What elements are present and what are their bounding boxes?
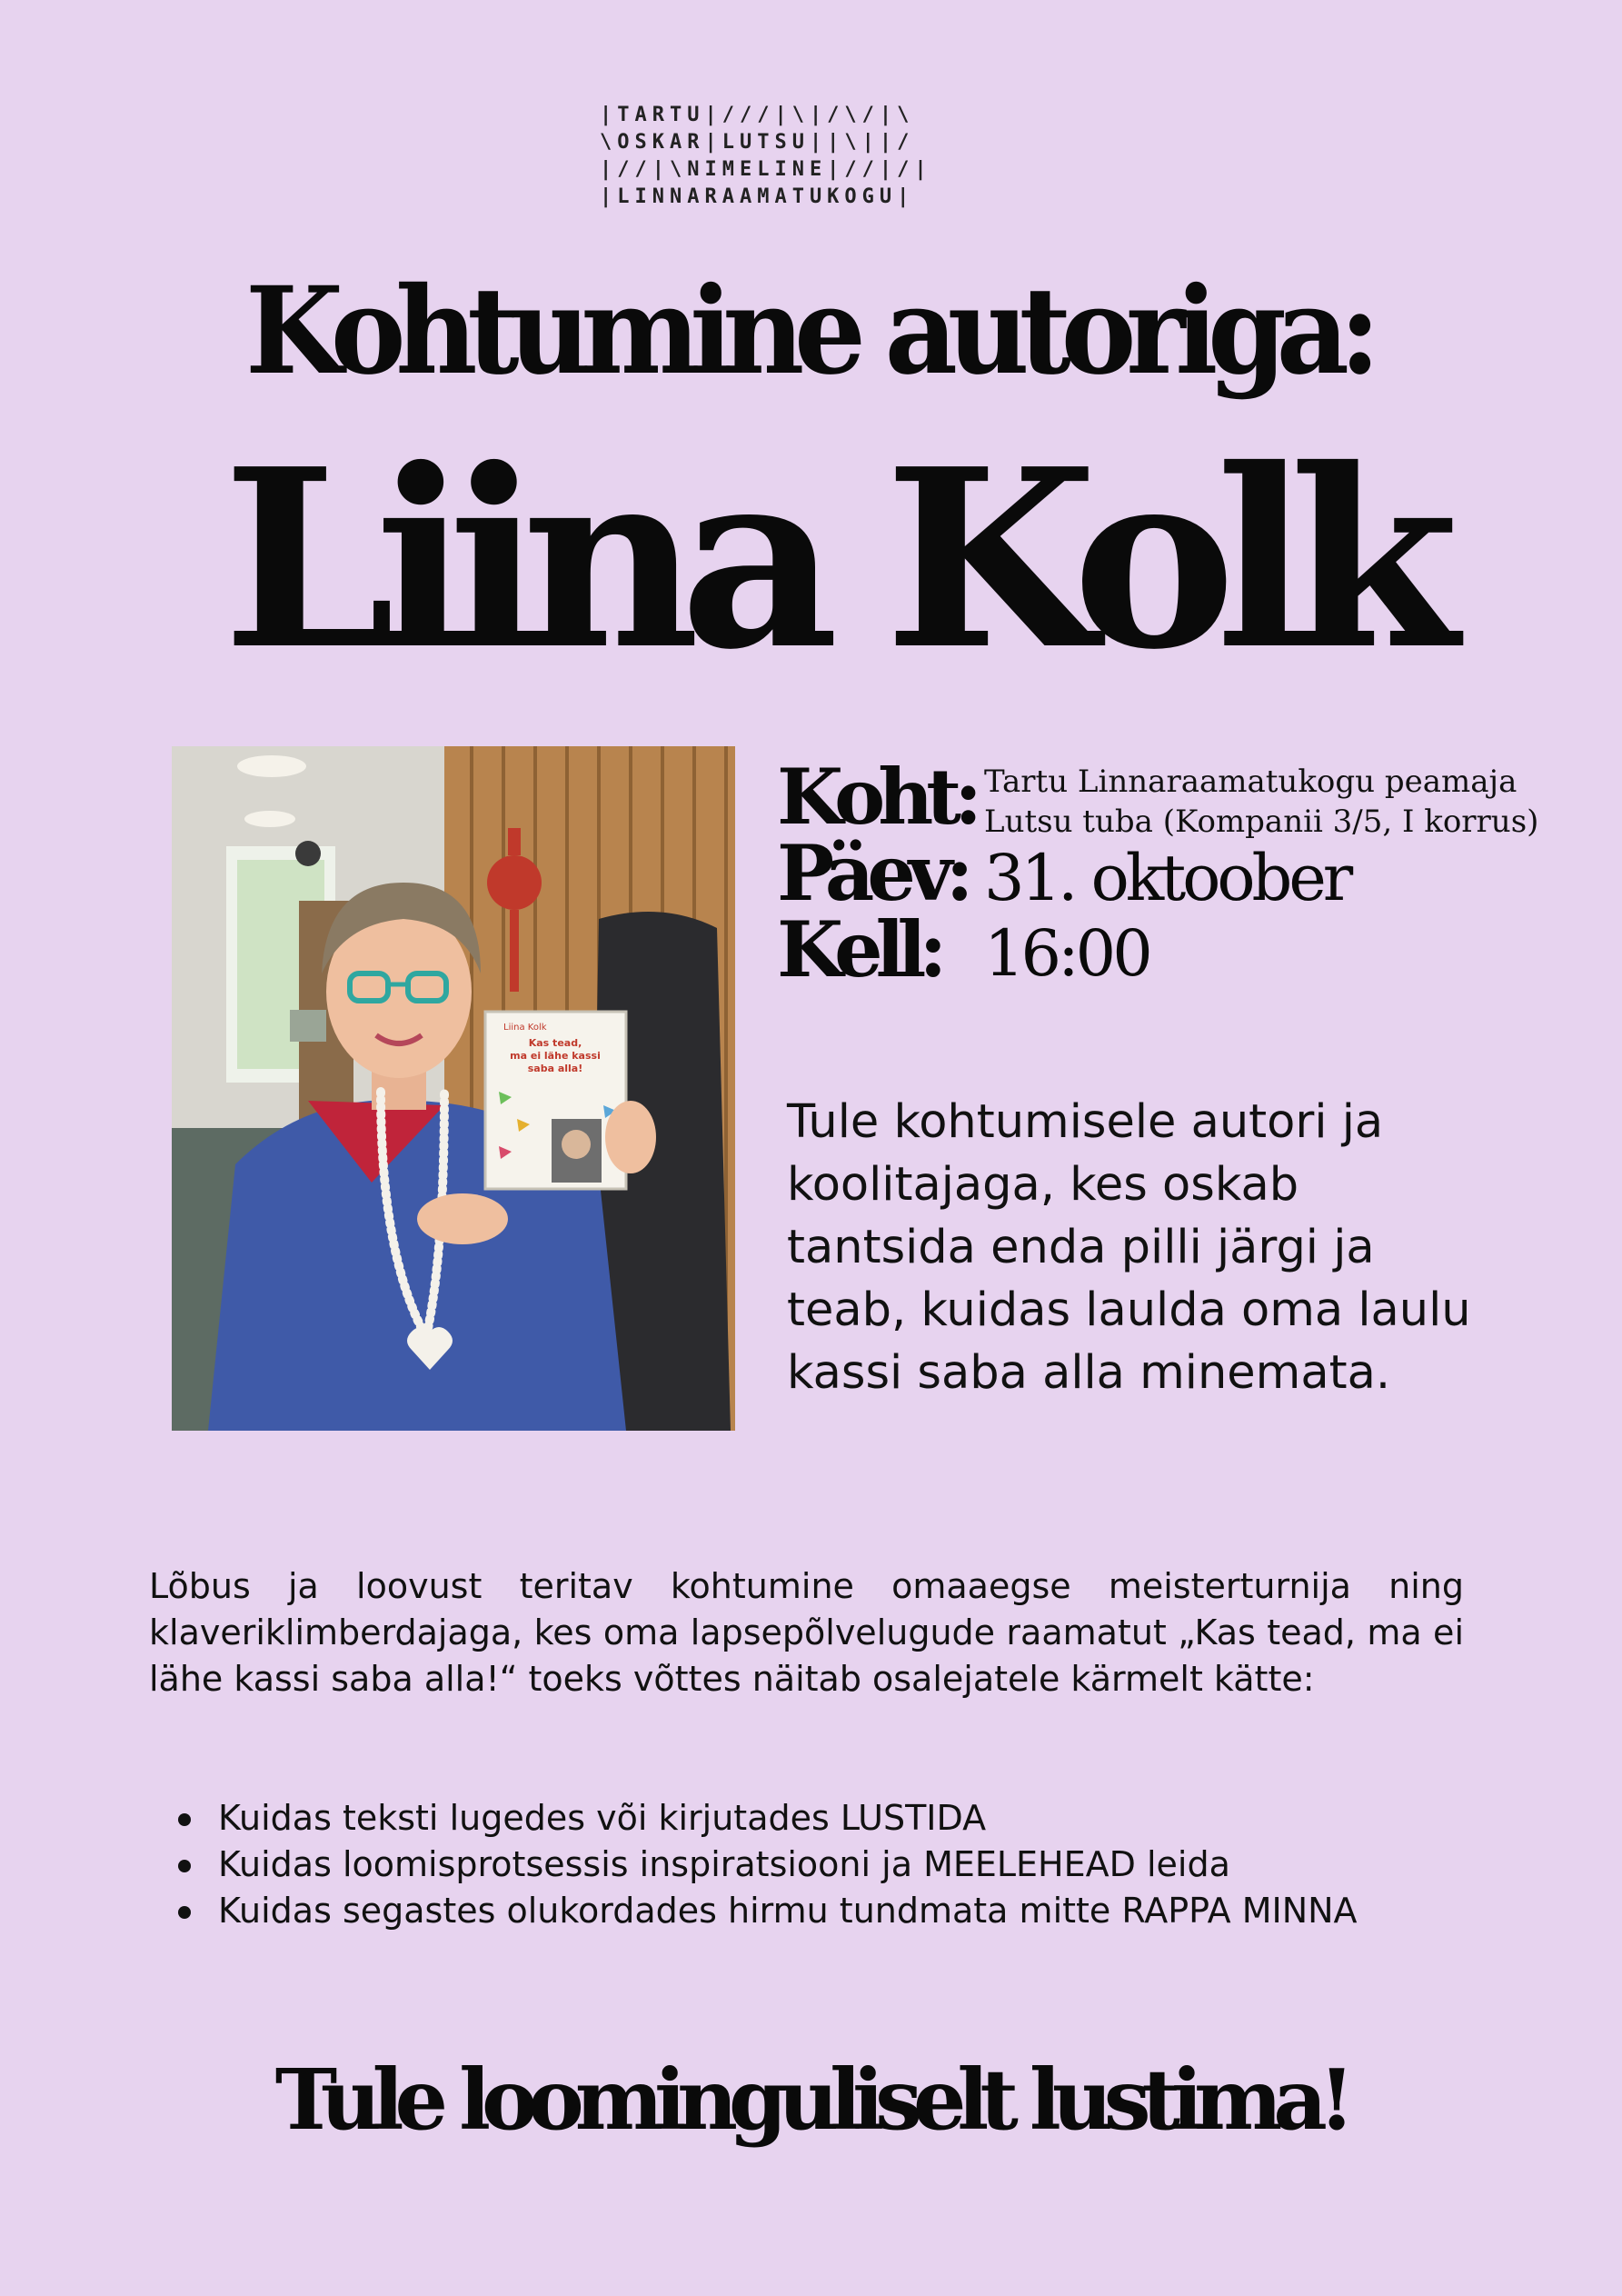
heading-meeting: Kohtumine autoriga:	[245, 261, 1371, 402]
bullet-icon	[178, 1860, 191, 1872]
bullet-icon	[178, 1813, 191, 1826]
event-time: 16:00	[984, 916, 1149, 991]
heading-author-name: Liina Kolk	[223, 414, 1439, 704]
place-line-2: Lutsu tuba (Kompanii 3/5, I korrus)	[984, 804, 1539, 840]
book-title-line-2: ma ei lähe kassi	[510, 1050, 601, 1062]
date-label: Päev:	[777, 828, 967, 918]
bullet-icon	[178, 1906, 191, 1919]
logo-line-3: |//|\NIMELINE|//|/|	[600, 158, 932, 181]
logo-line-4: |LINNARAAMATUKOGU|	[600, 185, 915, 208]
library-logo	[600, 102, 1036, 211]
list-item	[173, 1842, 1464, 1888]
place-line-1: Tartu Linnaraamatukogu peamaja	[984, 764, 1518, 800]
author-photo	[172, 746, 735, 1431]
list-item-text: Kuidas segastes olukordades hirmu tundmata mitte RAPPA MINNA	[218, 1891, 1358, 1931]
book-title-line-3: saba alla!	[527, 1063, 583, 1074]
logo-line-2: \OSKAR|LUTSU||\||/	[600, 131, 915, 154]
event-blurb: Tule kohtumisele autori ja koolitajaga, kes oskab tantsida enda pilli järgi ja teab, kuidas laulda oma laulu kassi saba alla minemata.	[787, 1095, 1471, 1400]
event-place	[984, 762, 1547, 842]
place-label: Koht:	[777, 752, 976, 842]
book-title-line-1: Kas tead,	[528, 1037, 582, 1049]
event-date: 31. oktoober	[984, 841, 1350, 915]
closing-slogan: Tule loominguliselt lustima!	[274, 2051, 1347, 2149]
book-author-text: Liina Kolk	[503, 1023, 547, 1033]
event-labels	[777, 752, 976, 994]
logo-line-1: |TARTU|///|\|/\/|\	[600, 104, 915, 126]
description-paragraph: Lõbus ja loovust teritav kohtumine omaaegse meisterturnija ning klaveriklimberdajaga, kes oma lapsepõlvelugude raamatut „Kas tead, ma ei lähe kassi saba alla!“ toeks võttes näitab osalejatele kärmelt kätte:	[149, 1566, 1464, 1699]
list-item	[173, 1795, 1464, 1842]
time-label: Kell:	[777, 904, 940, 994]
list-item-text: Kuidas loomisprotsessis inspiratsiooni ja MEELEHEAD leida	[218, 1844, 1230, 1884]
list-item	[173, 1888, 1464, 1934]
list-item-text: Kuidas teksti lugedes või kirjutades LUSTIDA	[218, 1798, 987, 1838]
topics-list	[173, 1795, 1464, 1934]
